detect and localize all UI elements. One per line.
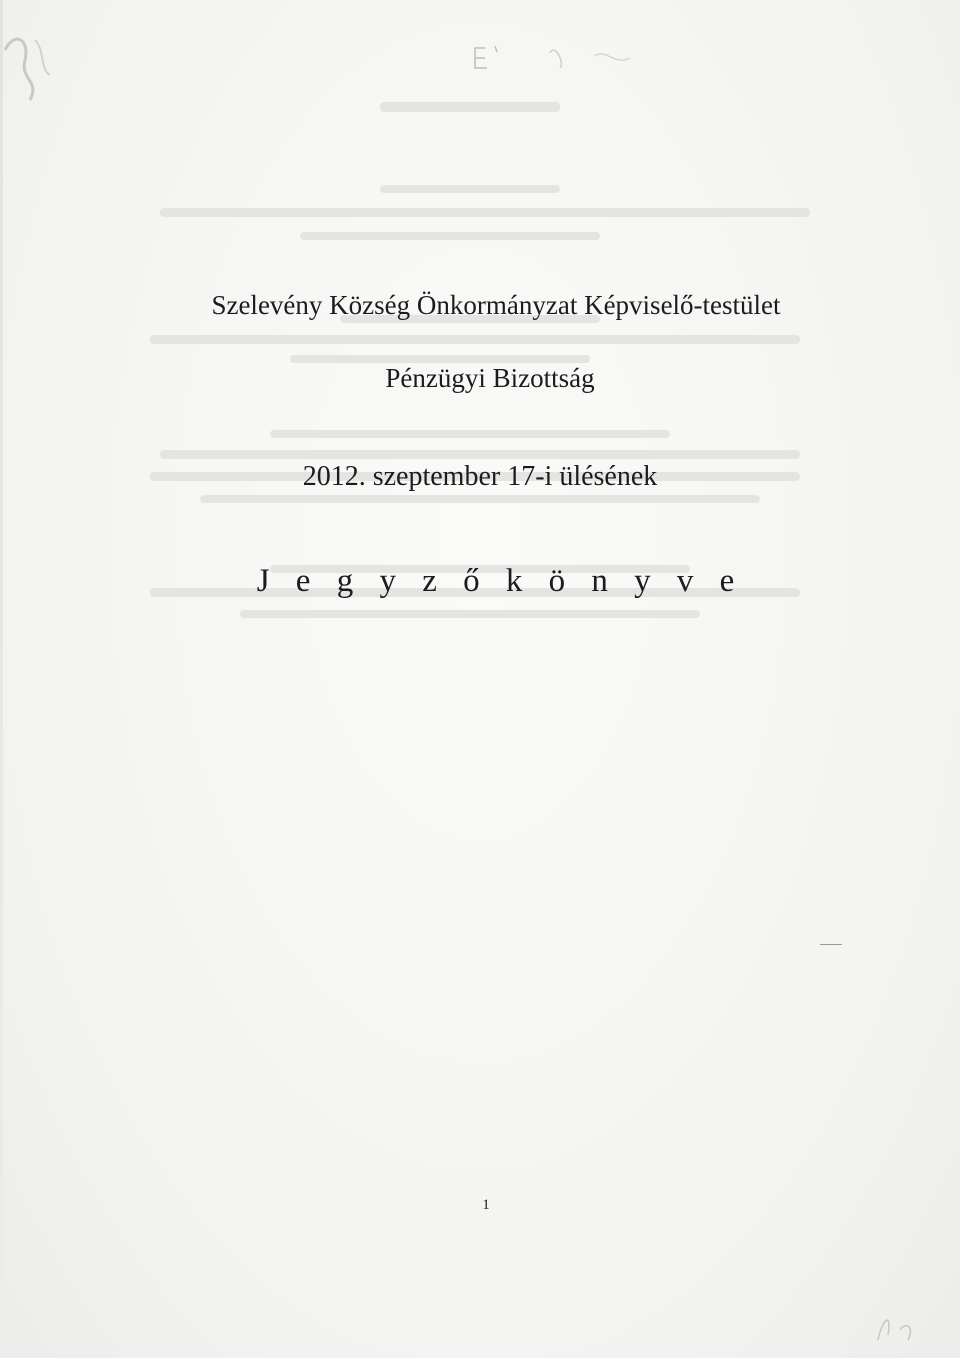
municipality-heading: Szelevény Község Önkormányzat Képviselő-testület bbox=[211, 290, 781, 320]
corner-handwriting-mark bbox=[870, 1300, 930, 1350]
document-title: J e g y z ő k ö n y v e bbox=[256, 563, 744, 599]
page-number: 1 bbox=[482, 1197, 490, 1213]
page-edge-shadow bbox=[0, 0, 3, 1358]
committee-heading: Pénzügyi Bizottság bbox=[385, 363, 595, 393]
corner-punch-mark bbox=[0, 20, 70, 110]
stray-mark bbox=[820, 944, 842, 945]
session-date-heading: 2012. szeptember 17-i ülésének bbox=[302, 461, 658, 492]
handwritten-mark bbox=[455, 38, 655, 86]
